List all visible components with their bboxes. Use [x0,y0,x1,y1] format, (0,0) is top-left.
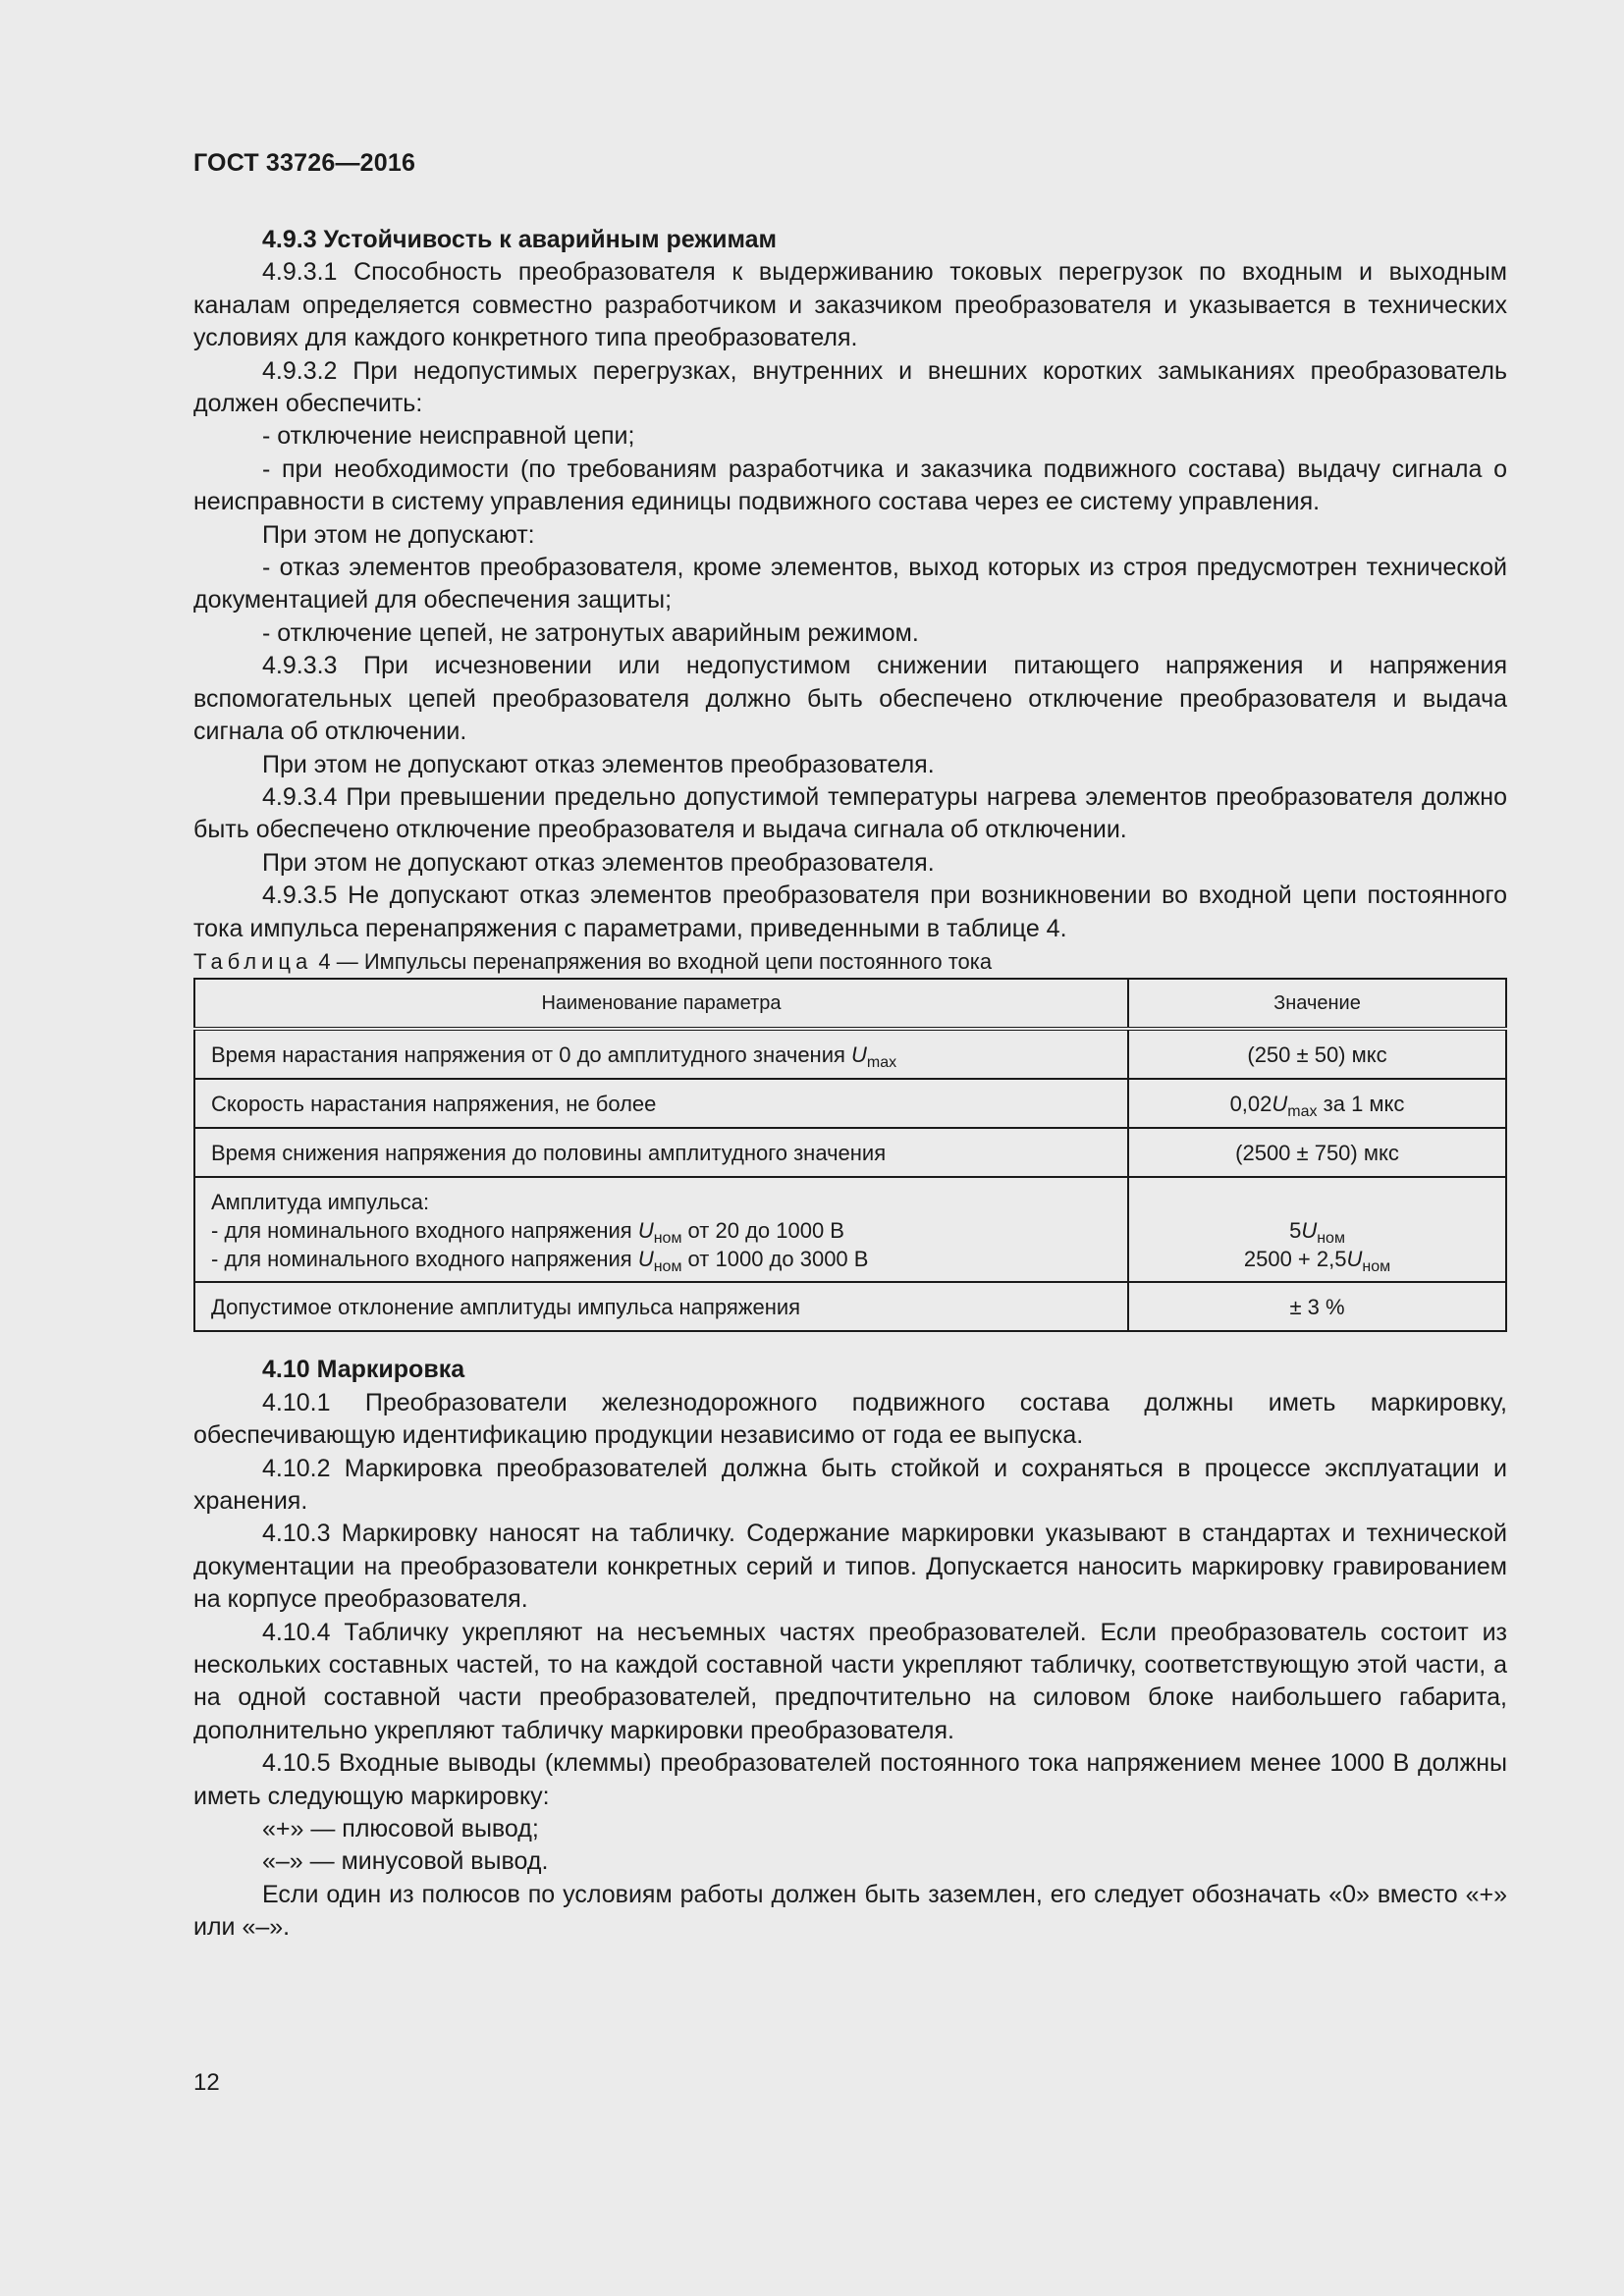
table-cell-parameter: Время снижения напряжения до половины амплитудного значения [194,1128,1128,1177]
paragraph-4-9-3-2: 4.9.3.2 При недопустимых перегрузках, внутренних и внешних коротких замыканиях преобразователь должен обеспечить: [193,356,1507,418]
paragraph-4-10-3: 4.10.3 Маркировку наносят на табличку. Содержание маркировки указывают в стандартах и технической документации на преобразователи конкретных серий и типов. Допускается наносить маркировку гравированием на корпусе преобразователя. [193,1520,1507,1614]
section-4-9-3-title: 4.9.3 Устойчивость к аварийным режимам [262,226,778,253]
table-cell-value: (250 ± 50) мкс [1128,1029,1506,1079]
list-item: «–» — минусовой вывод. [262,1847,549,1876]
table-4 [193,978,1507,1332]
paragraph-4-9-3-3: 4.9.3.3 При исчезновении или недопустимом снижении питающего напряжения и напряжения вспомогательных цепей преобразователя должно быть обеспечено отключение преобразователя и выдача сигнала об отключении. [193,652,1507,746]
document-header: ГОСТ 33726—2016 [193,149,416,177]
table-cell-value: ± 3 % [1128,1282,1506,1331]
table-row [194,1177,1506,1282]
list-item: - отказ элементов преобразователя, кроме элементов, выход которых из строя предусмотрен технической документацией для обеспечения защиты; [193,554,1507,614]
paragraph-4-10-2: 4.10.2 Маркировка преобразователей должна быть стойкой и сохраняться в процессе эксплуатации и хранения. [193,1454,1507,1515]
paragraph-4-10-4: 4.10.4 Табличку укрепляют на несъемных частях преобразователей. Если преобразователь состоит из нескольких составных частей, то на каждой составной части укрепляют табличку, соответствующую этой части, а на одной составной части преобразователей, предпочтительно на силовом блоке наибольшего габарита, дополнительно укрепляют табличку маркировки преобразователя. [193,1618,1507,1744]
table-row [194,1079,1506,1128]
list-item: - отключение неисправной цепи; [262,422,635,451]
table-cell-parameter: Допустимое отклонение амплитуды импульса напряжения [194,1282,1128,1331]
page-number: 12 [193,2069,220,2096]
paragraph: При этом не допускают: [262,520,535,549]
table-row [194,1029,1506,1079]
column-header-parameter: Наименование параметра [194,979,1128,1029]
paragraph-4-9-3-5: 4.9.3.5 Не допускают отказ элементов преобразователя при возникновении во входной цепи постоянного тока импульса перенапряжения с параметрами, приведенными в таблице 4. [193,881,1507,942]
paragraph-4-10-1: 4.10.1 Преобразователи железнодорожного подвижного состава должны иметь маркировку, обеспечивающую идентификацию продукции независимо от года ее выпуска. [193,1388,1507,1450]
table-cell-value: (2500 ± 750) мкс [1128,1128,1506,1177]
table-row [194,1128,1506,1177]
table-header-row [194,979,1506,1029]
paragraph: Если один из полюсов по условиям работы должен быть заземлен, его следует обозначать «0» вместо «+» или «–». [193,1880,1507,1942]
paragraph: При этом не допускают отказ элементов преобразователя. [262,750,935,778]
table-cell-value: $5U_{ном}$ $2500 + 2,5U_{ном}$ [1128,1177,1506,1282]
table-row [194,1282,1506,1331]
column-header-value: Значение [1128,979,1506,1029]
paragraph-4-9-3-4: 4.9.3.4 При превышении предельно допустимой температуры нагрева элементов преобразователя должно быть обеспечено отключение преобразователя и выдача сигнала об отключении. [193,782,1507,844]
list-item: «+» — плюсовой вывод; [262,1815,539,1843]
table-cell-parameter: Амплитуда импульса: - для номинального входного напряжения $U_{ном}$ от 20 до 1000 В - для номинального входного напряжения $U_{ном}$ от 1000 до 3000 В [194,1177,1128,1282]
list-item: - при необходимости (по требованиям разработчика и заказчика подвижного состава) выдачу сигнала о неисправности в систему управления единицы подвижного состава через ее систему управления. [193,454,1507,516]
section-4-10-title: 4.10 Маркировка [262,1356,465,1384]
paragraph-4-9-3-1: 4.9.3.1 Способность преобразователя к выдерживанию токовых перегрузок по входным и выходным каналам определяется совместно разработчиком и заказчиком преобразователя и указывается в технических условиях для каждого конкретного типа преобразователя. [193,258,1507,352]
table-cell-value: $0,02U_{max}$ за 1 мкс [1128,1079,1506,1128]
table-cell-parameter: Скорость нарастания напряжения, не более [194,1079,1128,1128]
document-body [193,224,1507,1945]
table-cell-parameter: Время нарастания напряжения от 0 до амплитудного значения $U_{max}$ [194,1029,1128,1079]
list-item: - отключение цепей, не затронутых аварийным режимом. [262,618,919,647]
table-caption: Таблица 4 — Импульсы перенапряжения во входной цепи постоянного тока [193,948,993,974]
paragraph-4-10-5: 4.10.5 Входные выводы (клеммы) преобразователей постоянного тока напряжением менее 1000 В должны иметь следующую маркировку: [193,1749,1507,1810]
paragraph: При этом не допускают отказ элементов преобразователя. [262,848,935,877]
